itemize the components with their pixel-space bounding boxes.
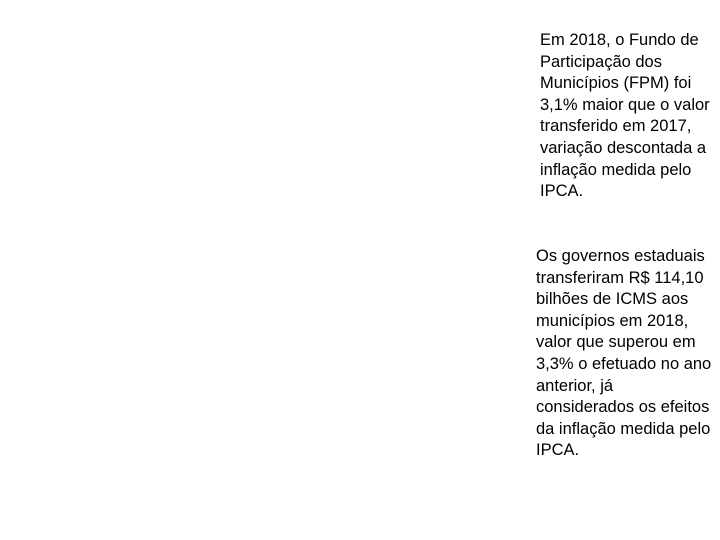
fpm-paragraph: Em 2018, o Fundo de Participação dos Municípios (FPM) foi 3,1% maior que o valor transferido em 2017, variação descontada a inflação medida pelo IPCA. [540,31,710,201]
icms-paragraph: Os governos estaduais transferiram R$ 114,10 bilhões de ICMS aos municípios em 2018, valor que superou em 3,3% o efetuado no ano anterior, já considerados os efeitos da inflação medida pelo IPCA. [536,247,712,460]
